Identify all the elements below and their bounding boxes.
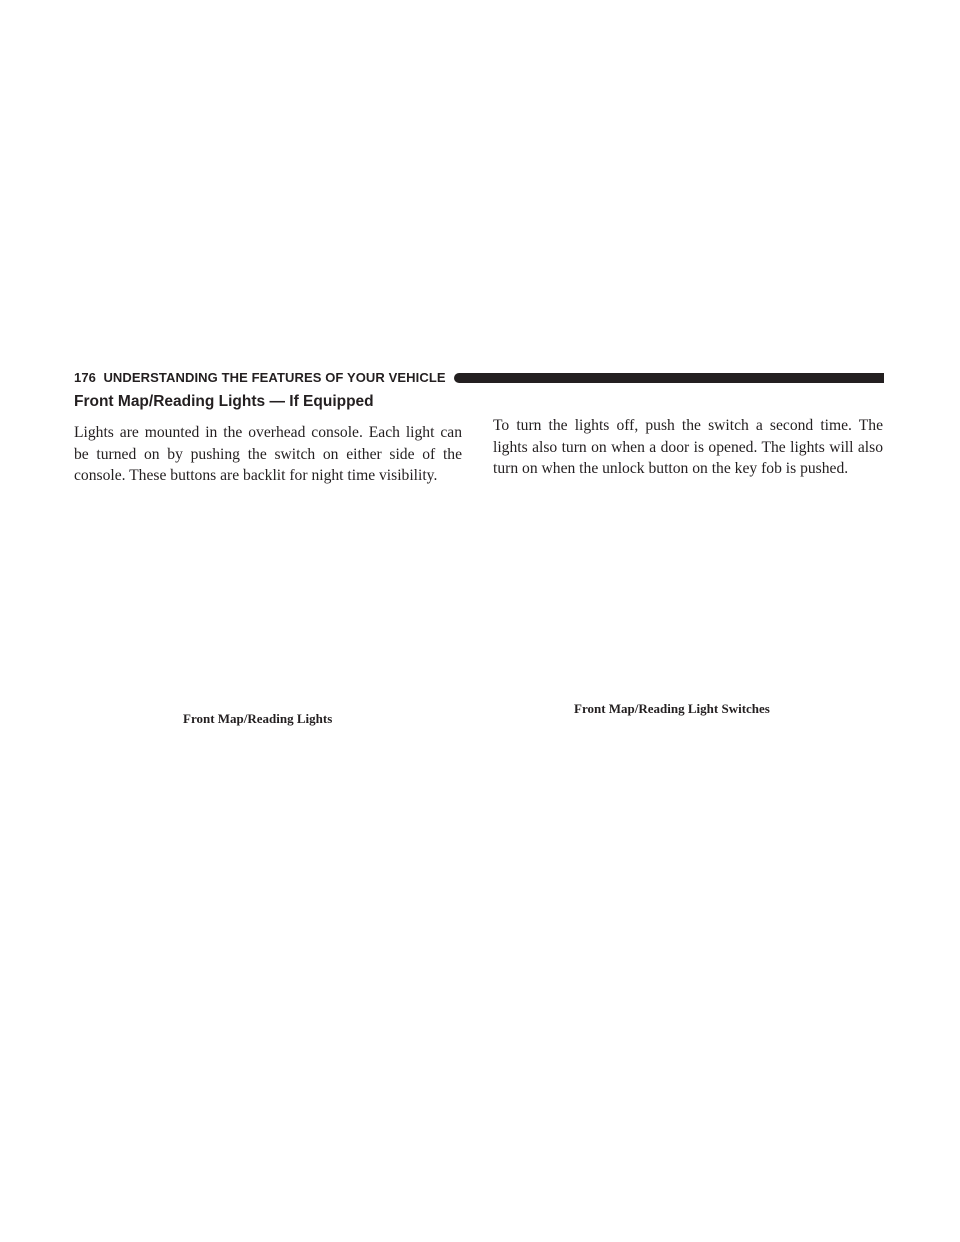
right-column (493, 415, 883, 480)
figure-caption-right: Front Map/Reading Light Switches (574, 701, 770, 716)
section-heading: Front Map/Reading Lights — If Equipped (74, 393, 374, 410)
header-rule (454, 373, 884, 383)
right-paragraph: To turn the lights off, push the switch a second time. The lights also turn on when a door is opened. The lights will also turn on when the unlock button on the key fob is pushed. (493, 417, 883, 477)
figure-caption-left: Front Map/Reading Lights (183, 711, 333, 726)
figure-front-map-reading-light-switches (493, 480, 883, 695)
left-paragraph: Lights are mounted in the overhead console. Each light can be turned on by pushing the switch on either side of the console. These buttons are backlit for night time visibility. (74, 424, 462, 484)
section-title: UNDERSTANDING THE FEATURES OF YOUR VEHICLE (103, 370, 446, 385)
page-number-and-section (74, 369, 446, 387)
figure-front-map-reading-lights (74, 480, 462, 695)
left-column (74, 392, 462, 487)
page-number: 176 (74, 370, 96, 385)
running-header (74, 369, 884, 387)
